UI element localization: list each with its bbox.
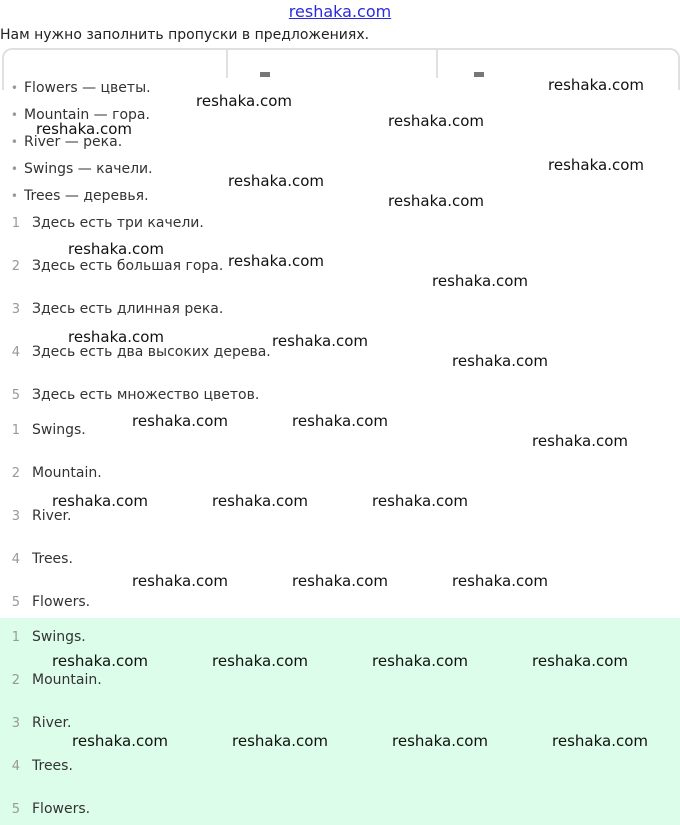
- watermark: reshaka.com: [52, 652, 148, 670]
- watermark: reshaka.com: [212, 652, 308, 670]
- final-answer-item: [0, 668, 680, 692]
- tab-divider: [226, 50, 228, 78]
- watermark: reshaka.com: [292, 572, 388, 590]
- item-number: 1: [11, 422, 20, 438]
- vocab-item: [0, 184, 680, 208]
- item-number: 4: [11, 758, 20, 774]
- translation-text: Здесь есть три качели.: [32, 215, 204, 231]
- vocab-text: River — река.: [24, 134, 123, 150]
- watermark: reshaka.com: [388, 112, 484, 130]
- item-number: 4: [11, 551, 20, 567]
- watermark: reshaka.com: [132, 412, 228, 430]
- item-number: 3: [11, 715, 20, 731]
- watermark: reshaka.com: [36, 120, 132, 138]
- translation-item: [0, 211, 680, 235]
- answer-text: Swings.: [32, 629, 86, 645]
- final-answer-item: [0, 754, 680, 778]
- answer-text: Flowers.: [32, 801, 91, 817]
- watermark: reshaka.com: [548, 156, 644, 174]
- watermark: reshaka.com: [232, 732, 328, 750]
- watermark: reshaka.com: [452, 572, 548, 590]
- watermark: reshaka.com: [132, 572, 228, 590]
- bullet-icon: •: [10, 108, 18, 122]
- translation-item: [0, 297, 680, 321]
- answer-text: River.: [32, 508, 72, 524]
- vocab-text: Trees — деревья.: [24, 188, 149, 204]
- vocab-text: Swings — качели.: [24, 161, 153, 177]
- watermark: reshaka.com: [432, 272, 528, 290]
- item-number: 4: [11, 344, 20, 360]
- item-number: 2: [11, 258, 20, 274]
- answer-text: Mountain.: [32, 672, 102, 688]
- watermark: reshaka.com: [392, 732, 488, 750]
- answer-text: Trees.: [32, 758, 73, 774]
- item-number: 1: [11, 215, 20, 231]
- translation-text: Здесь есть множество цветов.: [32, 387, 260, 403]
- watermark: reshaka.com: [388, 192, 484, 210]
- bullet-icon: •: [10, 189, 18, 203]
- answer-text: Mountain.: [32, 465, 102, 481]
- watermark: reshaka.com: [272, 332, 368, 350]
- watermark: reshaka.com: [452, 352, 548, 370]
- final-answer-item: [0, 625, 680, 649]
- watermark: reshaka.com: [68, 240, 164, 258]
- item-number: 2: [11, 672, 20, 688]
- translation-text: Здесь есть два высоких дерева.: [32, 344, 271, 360]
- watermark: reshaka.com: [532, 652, 628, 670]
- watermark: reshaka.com: [228, 252, 324, 270]
- translation-text: Здесь есть большая гора.: [32, 258, 224, 274]
- bullet-icon: •: [10, 81, 18, 95]
- item-number: 5: [11, 801, 20, 817]
- intro-text: Нам нужно заполнить пропуски в предложениях.: [0, 27, 370, 43]
- answer-item: [0, 547, 680, 571]
- watermark: reshaka.com: [212, 492, 308, 510]
- vocab-text: Mountain — гора.: [24, 107, 150, 123]
- translation-text: Здесь есть длинная река.: [32, 301, 224, 317]
- watermark: reshaka.com: [68, 328, 164, 346]
- item-number: 1: [11, 629, 20, 645]
- watermark: reshaka.com: [372, 652, 468, 670]
- watermark: reshaka.com: [552, 732, 648, 750]
- watermark: reshaka.com: [72, 732, 168, 750]
- item-number: 5: [11, 594, 20, 610]
- watermark: reshaka.com: [372, 492, 468, 510]
- watermark: reshaka.com: [196, 92, 292, 110]
- item-number: 3: [11, 301, 20, 317]
- vocab-text: Flowers — цветы.: [24, 80, 151, 96]
- item-number: 2: [11, 465, 20, 481]
- item-number: 3: [11, 508, 20, 524]
- site-logo[interactable]: reshaka.com: [288, 2, 392, 21]
- answer-text: Swings.: [32, 422, 86, 438]
- answer-text: Flowers.: [32, 594, 91, 610]
- answer-text: River.: [32, 715, 72, 731]
- watermark: reshaka.com: [228, 172, 324, 190]
- watermark: reshaka.com: [292, 412, 388, 430]
- answer-item: [0, 461, 680, 485]
- answer-item: [0, 590, 680, 614]
- watermark: reshaka.com: [548, 76, 644, 94]
- watermark: reshaka.com: [532, 432, 628, 450]
- watermark: reshaka.com: [52, 492, 148, 510]
- item-number: 5: [11, 387, 20, 403]
- bullet-icon: •: [10, 135, 18, 149]
- tab-divider: [436, 50, 438, 78]
- translation-item: [0, 383, 680, 407]
- answer-text: Trees.: [32, 551, 73, 567]
- final-answer-item: [0, 797, 680, 821]
- bullet-icon: •: [10, 162, 18, 176]
